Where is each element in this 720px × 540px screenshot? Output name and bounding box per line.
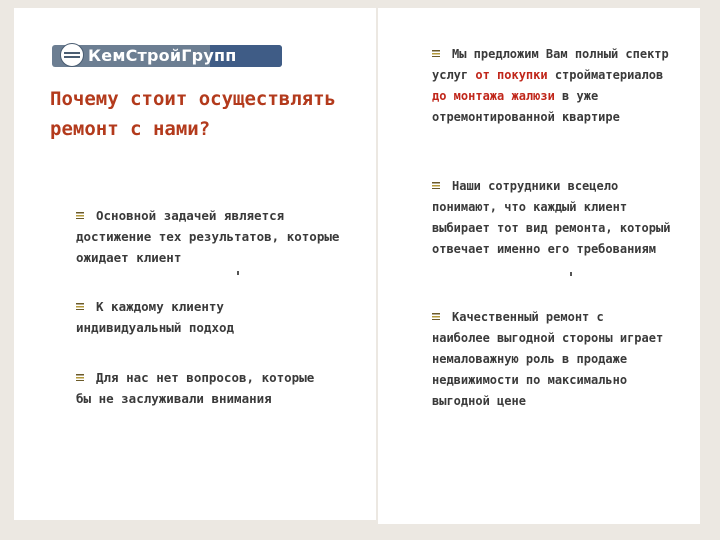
right-bullet-1-emphasis-2: до монтажа жалюзи <box>432 89 555 103</box>
bullet-icon <box>76 302 84 310</box>
right-bullet-2 <box>432 176 672 260</box>
stray-mark <box>570 272 572 276</box>
right-bullet-2-text: Наши сотрудники всецело понимают, что каждый клиент выбирает тот вид ремонта, который отвечает именно его требованиям <box>432 179 671 256</box>
right-bullet-1-part1: Мы предложим Вам полный спектр услуг <box>432 47 669 82</box>
right-bullet-1-part3: стройматериалов <box>547 68 664 82</box>
logo-text: КемСтройГрупп <box>88 46 237 65</box>
page-title: Почему стоит осуществлять ремонт с нами? <box>50 88 336 140</box>
left-bullet-2 <box>76 296 326 338</box>
bullet-icon <box>432 49 440 57</box>
right-bullet-3 <box>432 307 664 412</box>
bullet-icon <box>76 373 84 381</box>
left-bullet-3-text: Для нас нет вопросов, которые бы не заслуживали внимания <box>76 370 315 406</box>
right-bullet-1-emphasis-1: от покупки <box>475 68 548 82</box>
left-bullet-3 <box>76 367 328 409</box>
bullet-icon <box>432 312 440 320</box>
left-bullet-1 <box>76 205 346 268</box>
stray-mark <box>237 271 239 275</box>
left-bullet-2-text: К каждому клиенту индивидуальный подход <box>76 299 235 335</box>
right-bullet-1-part5: в уже отремонтированной квартире <box>432 89 620 124</box>
logo-emblem-icon <box>60 43 84 67</box>
company-logo <box>52 37 282 73</box>
left-bullet-1-text: Основной задачей является достижение тех результатов, которые ожидает клиент <box>76 208 340 265</box>
right-bullet-1 <box>432 44 670 128</box>
right-bullet-3-text: Качественный ремонт с наиболее выгодной стороны играет немаловажную роль в продаже недвижимости по максимально выгодной цене <box>432 310 664 408</box>
bullet-icon <box>76 211 84 219</box>
bullet-icon <box>432 181 440 189</box>
